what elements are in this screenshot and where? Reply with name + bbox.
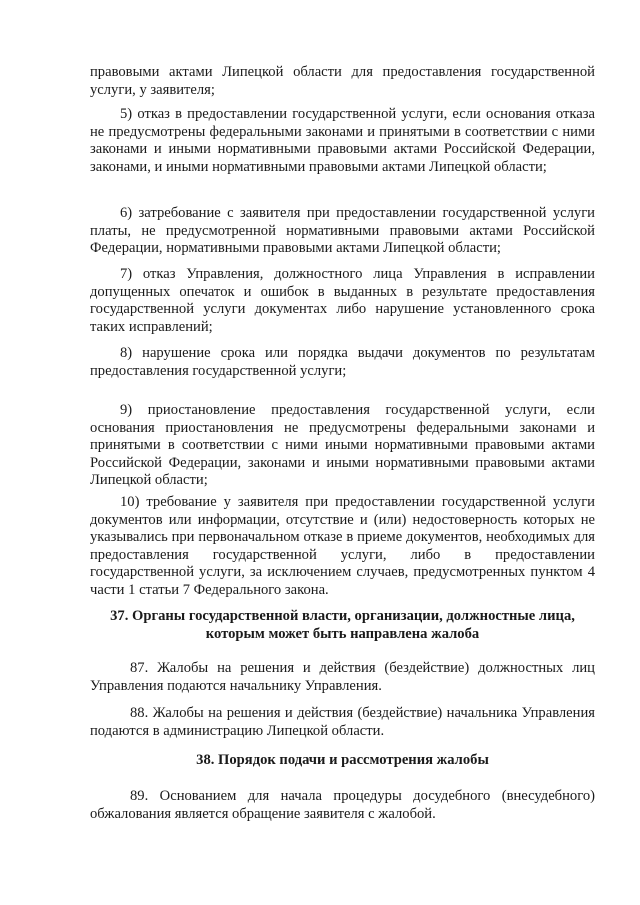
paragraph-item-7: 7) отказ Управления, должностного лица Управления в исправлении допущенных опечаток и ошибок в выданных в результате предоставления государственной услуги документах либо нарушение установленного срока таких исправлений; (90, 266, 595, 335)
paragraph-continuation: правовыми актами Липецкой области для предоставления государственной услуги, у заявителя; (90, 64, 595, 98)
paragraph-item-8: 8) нарушение срока или порядка выдачи документов по результатам предоставления государственной услуги; (90, 345, 595, 379)
paragraph-item-10: 10) требование у заявителя при предоставлении государственной услуги документов или информации, отсутствие и (или) недостоверность которых не указывались при первоначальном отказе в приеме документов, необходимых для предоставления государственной услуги, либо в предоставлении государственной услуги, за исключением случаев, предусмотренных пунктом 4 части 1 статьи 7 Федерального закона. (90, 494, 595, 598)
paragraph-88: 88. Жалобы на решения и действия (бездействие) начальника Управления подаются в администрацию Липецкой области. (90, 705, 595, 739)
section-37-heading: 37. Органы государственной власти, организации, должностные лица, которым может быть направлена жалоба (110, 608, 575, 642)
paragraph-87: 87. Жалобы на решения и действия (бездействие) должностных лиц Управления подаются начальнику Управления. (90, 660, 595, 694)
paragraph-item-6: 6) затребование с заявителя при предоставлении государственной услуги платы, не предусмотренной нормативными правовыми актами Российской Федерации, нормативными правовыми актами Липецкой области; (90, 205, 595, 257)
paragraph-item-9: 9) приостановление предоставления государственной услуги, если основания приостановления не предусмотрены федеральными законами и принятыми в соответствии с ними иными нормативными правовыми актами Российской Федерации, законами и иными нормативными правовыми актами Липецкой области; (90, 402, 595, 489)
section-38-heading: 38. Порядок подачи и рассмотрения жалобы (196, 752, 489, 768)
paragraph-89: 89. Основанием для начала процедуры досудебного (внесудебного) обжалования является обращение заявителя с жалобой. (90, 788, 595, 822)
paragraph-item-5: 5) отказ в предоставлении государственной услуги, если основания отказа не предусмотрены федеральными законами и принятыми в соответствии с ними законами и иными нормативными правовыми актами Российской Федерации, законами, и иными нормативными правовыми актами Липецкой области; (90, 106, 595, 175)
